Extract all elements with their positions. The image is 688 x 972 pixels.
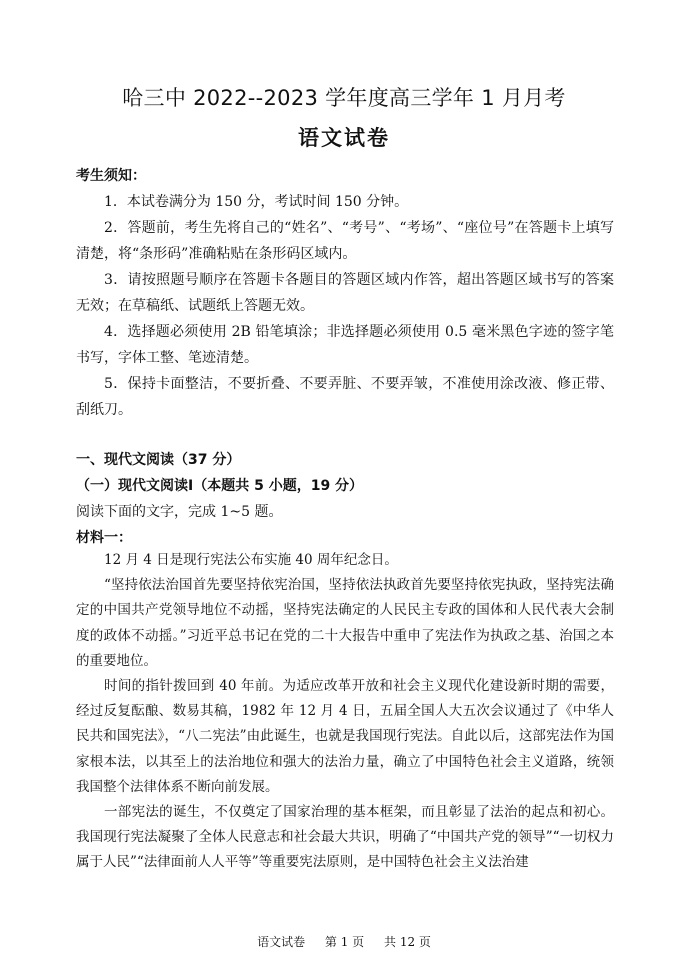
- notice-item: 4．选择题必须使用 2B 铅笔填涂；非选择题必须使用 0.5 毫米黑色字迹的签字笔书写，字体工整、笔迹清楚。: [76, 324, 614, 366]
- section-subheading: （一）现代文阅读Ⅰ（本题共 5 小题，19 分）: [76, 478, 364, 494]
- notice-item: 2．答题前，考生先将自己的“姓名”、“考号”、“考场”、“座位号”在答题卡上填写清楚，将“条形码”准确粘贴在条形码区域内。: [76, 220, 614, 262]
- exam-title: 哈三中 2022--2023 学年度高三学年 1 月月考: [122, 86, 566, 110]
- footer-page-number: 第 1 页: [324, 935, 365, 949]
- material-text: [76, 548, 614, 876]
- footer-subject: 语文试卷: [257, 935, 306, 949]
- section-heading: 一、现代文阅读（37 分）: [76, 452, 241, 468]
- material-label: 材料一：: [76, 530, 132, 546]
- material-paragraph: “坚持依法治国首先要坚持依宪治国，坚持依法执政首先要坚持依宪执政，坚持宪法确定的中国共产党领导地位不动摇，坚持宪法确定的人民民主专政的国体和人民代表大会制度的政体不动摇。”习近平总书记在党的二十大报告中重申了宪法作为执政之基、治国之本的重要地位。: [76, 577, 614, 669]
- material-paragraph: 时间的指针拨回到 40 年前。为适应改革开放和社会主义现代化建设新时期的需要，经过反复酝酿、数易其稿，1982 年 12 月 4 日，五届全国人大五次会议通过了《中华人民共和国宪法》，“八二宪法”由此诞生，也就是我国现行宪法。自此以后，这部宪法作为国家根本法，以其至上的法治地位和强大的法治力量，确立了中国特色社会主义道路，统领我国整个法律体系不断向前发展。: [76, 678, 614, 795]
- exam-subtitle: 语文试卷: [298, 125, 390, 150]
- material-paragraph: 一部宪法的诞生，不仅奠定了国家治理的基本框架，而且彰显了法治的起点和初心。我国现行宪法凝聚了全体人民意志和社会最大共识，明确了“中国共产党的领导”“一切权力属于人民”“法律面前人人平等”等重要宪法原则，是中国特色社会主义法治建: [76, 804, 614, 871]
- notice-item: 1．本试卷满分为 150 分，考试时间 150 分钟。: [104, 194, 409, 210]
- section-instruction: 阅读下面的文字，完成 1~5 题。: [76, 504, 283, 520]
- notice-section: [76, 163, 614, 423]
- material-paragraph: 12 月 4 日是现行宪法公布实施 40 周年纪念日。: [104, 552, 398, 568]
- page-footer: [0, 934, 688, 950]
- footer-total-pages: 共 12 页: [384, 935, 431, 949]
- reading-section: [76, 447, 614, 551]
- notice-item: 3．请按照题号顺序在答题卡各题目的答题区域内作答，超出答题区域书写的答案无效；在草稿纸、试题纸上答题无效。: [76, 272, 614, 314]
- notice-item: 5．保持卡面整洁，不要折叠、不要弄脏、不要弄皱，不准使用涂改液、修正带、刮纸刀。: [76, 376, 614, 418]
- notice-heading: 考生须知：: [76, 168, 146, 184]
